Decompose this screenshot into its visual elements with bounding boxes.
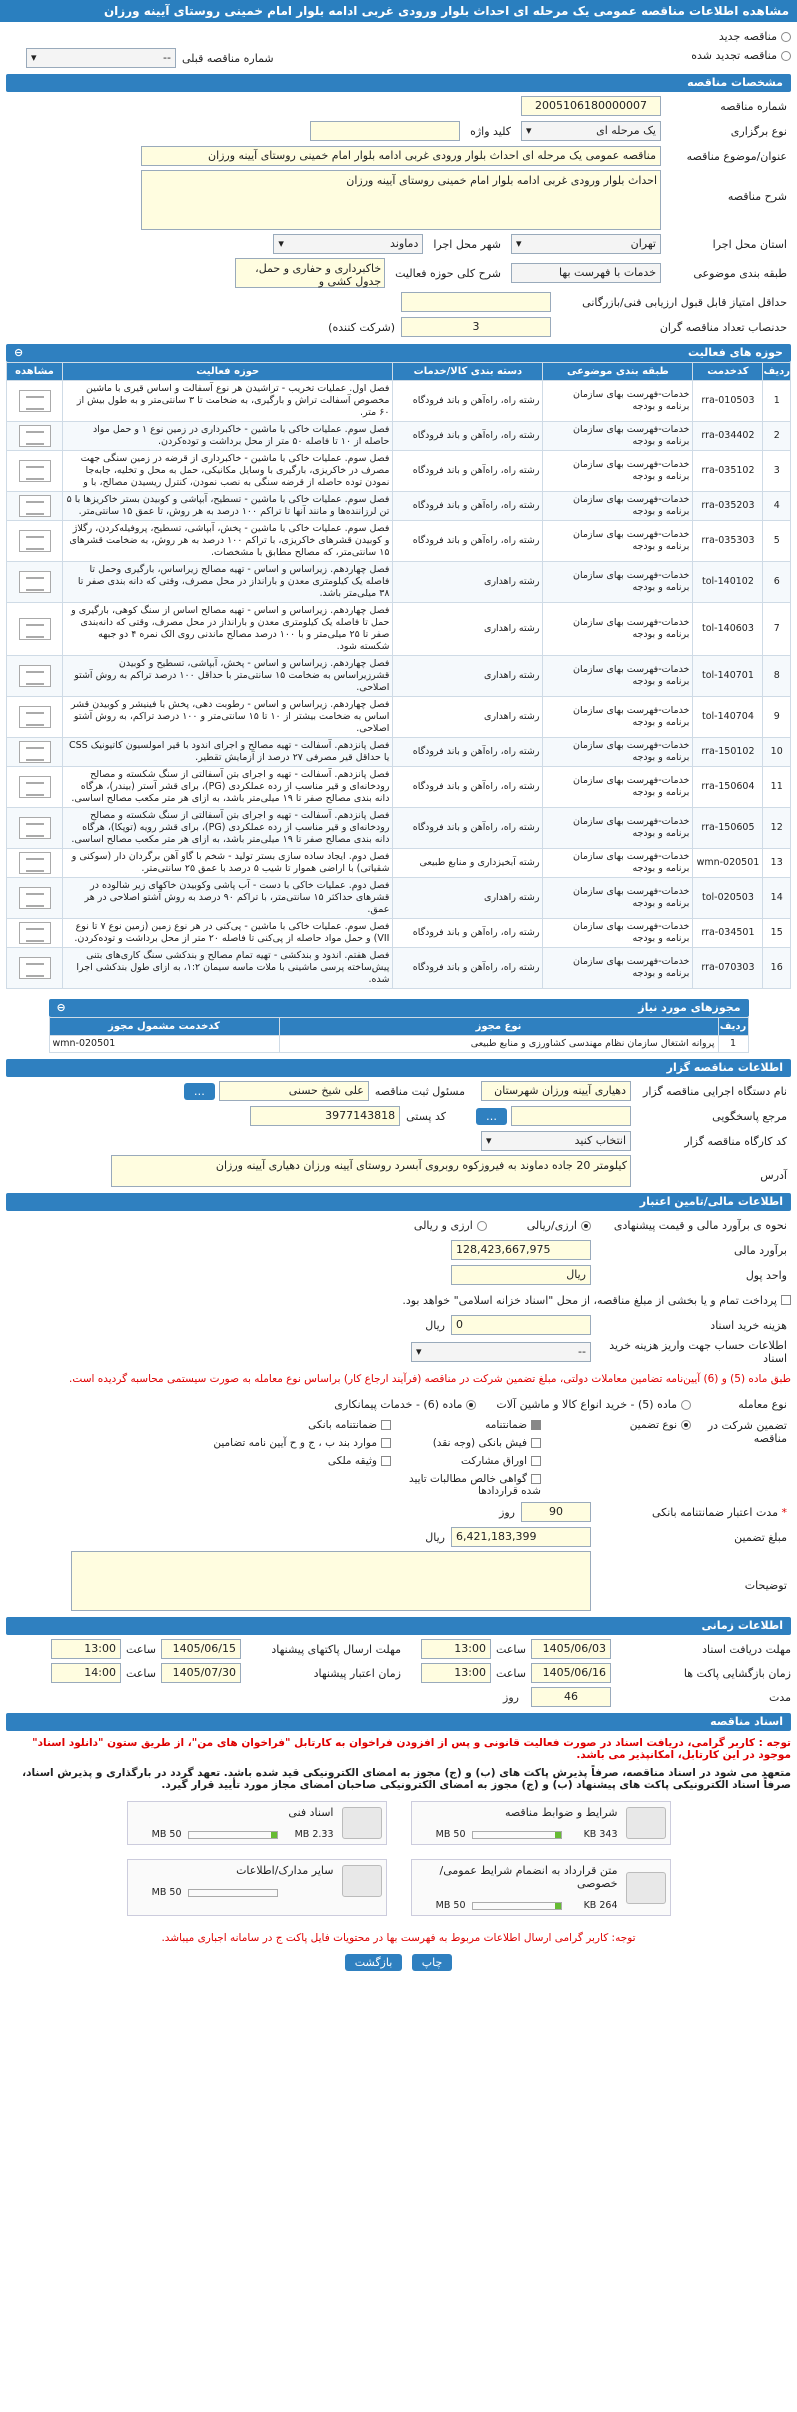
table-row <box>7 603 791 656</box>
table-cell: خدمات-فهرست بهای سازمان برنامه و بودجه <box>543 919 693 948</box>
postcode-label: کد پستی <box>406 1109 446 1123</box>
act-col-2: طبقه بندی موضوعی <box>543 363 693 381</box>
activities-header: حوزه های فعالیت <box>688 346 783 359</box>
period-label: * مدت اعتبار ضمانتنامه بانکی <box>651 1505 787 1519</box>
estimate-method-label: نحوه ی برآورد مالی و قیمت پیشنهادی <box>613 1218 787 1232</box>
folder-icon <box>342 1807 382 1839</box>
document-card[interactable] <box>411 1801 671 1845</box>
document-size: 264 KB <box>583 1900 618 1911</box>
section-documents: اسناد مناقصه <box>6 1713 791 1731</box>
guar-option[interactable]: نوع تضمین <box>541 1419 691 1431</box>
view-cell[interactable] <box>7 919 63 948</box>
section-time: اطلاعات زمانی <box>6 1617 791 1635</box>
min-bidders-field[interactable]: 3 <box>401 317 551 337</box>
org-name-field[interactable]: دهیاری آیینه ورزان شهرستان <box>481 1081 631 1101</box>
table-cell: رشته راه، راه‌آهن و باند فرودگاه <box>393 948 543 989</box>
table-cell: فصل سوم. عملیات خاکی با ماشین - خاکبرداری در زمین نوع ۱ و حمل مواد حاصله از ۱۰ تا فاصله ۵۰ متر از محل برداشت و توده‌کردن. <box>63 422 393 451</box>
view-document-icon[interactable] <box>19 957 51 979</box>
treasury-checkbox[interactable] <box>781 1295 791 1305</box>
back-button[interactable]: بازگشت <box>345 1954 403 1971</box>
table-row <box>7 562 791 603</box>
description-label: شرح مناقصه <box>727 190 787 203</box>
table-cell: tol-140701 <box>693 656 763 697</box>
chevron-down-icon: ▾ <box>416 1345 422 1358</box>
time-label: ساعت <box>126 1666 156 1680</box>
document-max: 50 MB <box>151 1887 182 1898</box>
table-cell: 2 <box>763 422 791 451</box>
table-cell: رشته راهداری <box>393 656 543 697</box>
valid-label: زمان اعتبار پیشنهاد <box>313 1666 401 1680</box>
chevron-down-icon: ▾ <box>31 51 37 64</box>
view-cell[interactable] <box>7 767 63 808</box>
table-cell: رشته راه، راه‌آهن و باند فرودگاه <box>393 492 543 521</box>
view-cell[interactable] <box>7 697 63 738</box>
recv-time[interactable]: 13:00 <box>421 1639 491 1659</box>
guar-option[interactable]: اوراق مشارکت <box>391 1455 541 1467</box>
table-cell: rra-150605 <box>693 808 763 849</box>
view-document-icon[interactable] <box>19 495 51 517</box>
collapse-icon[interactable]: ⊖ <box>56 1001 66 1014</box>
send-date[interactable]: 1405/06/15 <box>161 1639 241 1659</box>
table-row <box>7 878 791 919</box>
chevron-down-icon: ▾ <box>278 237 284 250</box>
table-cell: wmn-020501 <box>693 849 763 878</box>
table-cell: خدمات-فهرست بهای سازمان برنامه و بودجه <box>543 697 693 738</box>
folder-icon <box>342 1865 382 1897</box>
table-cell: فصل سوم. عملیات خاکی با ماشین - پی‌کنی در هر نوع زمین (زمین نوع ۷ تا نوع VII) و حمل مواد حاصله از پی‌کنی تا فاصله ۲۰ متر از محل برداشت و توده‌کردن. <box>63 919 393 948</box>
open-date[interactable]: 1405/06/16 <box>531 1663 611 1683</box>
section-tender-info: مشخصات مناقصه <box>6 74 791 92</box>
view-document-icon[interactable] <box>19 460 51 482</box>
time-label: ساعت <box>496 1642 526 1656</box>
view-document-icon[interactable] <box>19 741 51 763</box>
size-bar-fill <box>555 1832 561 1838</box>
document-card[interactable] <box>127 1801 387 1845</box>
currency-field[interactable]: ریال <box>451 1265 591 1285</box>
size-bar <box>188 1831 278 1839</box>
province-select[interactable]: تهران ▾ <box>511 234 661 254</box>
table-cell: فصل سوم. عملیات خاکی با ماشین - تسطیح، آبپاشی و کوبیدن بستر خاکریزها با ۵ تن لرزاننده‌ها و مانند آنها تا تراکم ۱۰۰ درصد به هر روش، تا عمق ۱۵ سانتی‌متر. <box>63 492 393 521</box>
account-select[interactable]: -- ▾ <box>411 1342 591 1362</box>
guar-option[interactable]: فیش بانکی (وجه نقد) <box>391 1437 541 1449</box>
table-row <box>7 849 791 878</box>
table-row <box>7 492 791 521</box>
time-grid <box>6 1639 791 1707</box>
section-organizer: اطلاعات مناقصه گزار <box>6 1059 791 1077</box>
org-name-label: نام دستگاه اجرایی مناقصه گزار <box>643 1084 787 1098</box>
table-cell: فصل سوم. عملیات خاکی با ماشین - خاکبرداری از قرضه در زمین سنگی جهت مصرف در خاکریزی، بارگیری با وسایل مکانیکی، حمل به محل و تخلیه، جابه‌جا نمودن توده حاصله از قرضه سنگی به نصب نمودن، کنترل ریسیدن مصالح، با و <box>63 451 393 492</box>
table-cell: خدمات-فهرست بهای سازمان برنامه و بودجه <box>543 603 693 656</box>
table-row <box>49 1036 748 1053</box>
type-label: نوع برگزاری <box>730 124 787 138</box>
view-document-icon[interactable] <box>19 817 51 839</box>
view-document-icon[interactable] <box>19 425 51 447</box>
table-row <box>7 808 791 849</box>
section-permits <box>49 999 749 1017</box>
table-cell: فصل سوم. عملیات خاکی با ماشین - پخش، آبپاشی، تسطیح، پروفیله‌کردن، رگلاژ و کوبیدن قشرهای خاکریزی، با تراکم ۱۰۰ درصد به هر روش، به ضخامت قشرهای ۱۵ سانتی‌متر، که مصالح مطابق با مشخصات. <box>63 521 393 562</box>
notes-label: توضیحات <box>744 1579 787 1592</box>
table-cell: 5 <box>763 521 791 562</box>
table-cell: فصل اول. عملیات تخریب - تراشیدن هر نوع آسفالت و اساس قیری با ماشین مخصوص آسفالت تراش و بارگیری، به ضخامت تا ۳ سانتی‌متر و به طول بیش از ۶۰ متر. <box>63 381 393 422</box>
footer-note: توجه: کاربر گرامی ارسال اطلاعات مربوط به فهرست بها در محتویات فایل پاکت ج در سامانه اجباری میباشد. <box>161 1932 636 1944</box>
resp-field[interactable]: علی شیخ حسنی <box>219 1081 369 1101</box>
recv-label: مهلت دریافت اسناد <box>702 1642 791 1656</box>
view-cell[interactable] <box>7 381 63 422</box>
category-select[interactable]: خدمات با فهرست بها <box>511 263 661 283</box>
table-cell: رشته راهداری <box>393 562 543 603</box>
act-col-3: دسته بندی کالا/خدمات <box>393 363 543 381</box>
subject-field[interactable]: مناقصه عمومی یک مرحله ای احداث بلوار ورودی غربی ادامه بلوار امام خمینی روستای آیینه ورزان <box>141 146 661 166</box>
docs-note-1: توجه : کاربر گرامی، دریافت اسناد در صورت فعالیت قانونی و پس از افزودن فراخوان به کارتابل "فراخوان های من"، از طریق ستون "دانلود اسناد" موجود در این کارتابل، امکانپذیر می باشد. <box>32 1737 791 1761</box>
table-cell: 1 <box>763 381 791 422</box>
view-cell[interactable] <box>7 808 63 849</box>
table-cell: رشته راه، راه‌آهن و باند فرودگاه <box>393 808 543 849</box>
table-cell: رشته راهداری <box>393 697 543 738</box>
ref-field[interactable] <box>511 1106 631 1126</box>
document-size: 343 KB <box>583 1829 618 1840</box>
table-cell: 3 <box>763 451 791 492</box>
guarantee-unit: ریال <box>425 1530 445 1544</box>
valid-time[interactable]: 14:00 <box>51 1663 121 1683</box>
table-cell: فصل دوم. عملیات خاکی با دست - آب پاشی وکوبیدن خاکهای زیر شالوده در قشرهای حداکثر ۱۵ سانتی‌متر، با تراکم ۹۰ درصد به روش آشتو اصلاحی در هر عمق. <box>63 878 393 919</box>
table-cell: rra-035102 <box>693 451 763 492</box>
size-bar <box>472 1831 562 1839</box>
table-cell: rra-070303 <box>693 948 763 989</box>
guarantee-amount-field[interactable]: 6,421,183,399 <box>451 1527 591 1547</box>
radio-rial[interactable]: ارزی/ریالی <box>527 1219 591 1232</box>
table-cell: 12 <box>763 808 791 849</box>
view-cell[interactable] <box>7 422 63 451</box>
guar-option[interactable]: ضمانتنامه بانکی <box>161 1419 391 1431</box>
ref-lookup-button[interactable]: … <box>476 1108 507 1125</box>
radio-article6[interactable]: ماده (6) - خدمات پیمانکاری <box>334 1398 476 1411</box>
table-cell: رشته راه، راه‌آهن و باند فرودگاه <box>393 451 543 492</box>
description-field[interactable]: احداث بلوار ورودی غربی ادامه بلوار امام خمینی روستای آیینه ورزان <box>141 170 661 230</box>
print-button[interactable]: چاپ <box>412 1954 453 1971</box>
document-max: 50 MB <box>435 1900 466 1911</box>
table-cell: خدمات-فهرست بهای سازمان برنامه و بودجه <box>543 948 693 989</box>
new-label: مناقصه جدید <box>718 30 777 43</box>
table-cell: tol-140102 <box>693 562 763 603</box>
table-cell: رشته راهداری <box>393 603 543 656</box>
duration-label: مدت <box>768 1690 791 1704</box>
table-cell: فصل هفتم. اندود و بندکشی - تهیه تمام مصالح و بندکشی سنگ کاری‌های بتنی پیش‌ساخته پرسی ماشینی با ملات ماسه سیمان ۱:۲، به ازای طول بندکشی اجرا شده. <box>63 948 393 989</box>
folder-icon <box>626 1807 666 1839</box>
act-col-4: حوزه فعالیت <box>63 363 393 381</box>
table-cell: فصل پانزدهم. آسفالت - تهیه و اجرای بتن آسفالتی از سنگ شکسته و مصالح رودخانه‌ای و قیر مناسب از رده عملکردی (PG)، برای قشر رویه (توپکا)، هرگاه دانه بندی مصالح صفر تا ۱۹ میلی‌متر باشد، به ازای هر متر مکعب مصالح اساسی. <box>63 808 393 849</box>
table-cell: فصل پانزدهم. آسفالت - تهیه و اجرای بتن آسفالتی از سنگ شکسته و مصالح رودخانه‌ای و قیر مناسب از رده عملکردی (PG)، برای قشر آستر (بیندر)، هرگاه دانه بندی مصالح صفر تا ۱۹ میلی‌متر باشد، به ازای هر متر مکعب مصالح اساسی. <box>63 767 393 808</box>
table-cell: رشته راه، راه‌آهن و باند فرودگاه <box>393 422 543 451</box>
guar-option[interactable]: ضمانتنامه <box>391 1419 541 1431</box>
time-label: ساعت <box>496 1666 526 1680</box>
radio-foreign[interactable]: ارزی و ریالی <box>414 1219 487 1232</box>
table-cell: رشته راه، راه‌آهن و باند فرودگاه <box>393 767 543 808</box>
table-cell: خدمات-فهرست بهای سازمان برنامه و بودجه <box>543 492 693 521</box>
currency-label: واحد پول <box>745 1268 787 1282</box>
table-row <box>7 381 791 422</box>
table-cell: خدمات-فهرست بهای سازمان برنامه و بودجه <box>543 381 693 422</box>
guar-option[interactable]: موارد بند ب ، ج و ح آیین نامه تضامین <box>161 1437 391 1449</box>
table-row <box>7 948 791 989</box>
table-cell: رشته راه، راه‌آهن و باند فرودگاه <box>393 738 543 767</box>
table-cell: rra-035303 <box>693 521 763 562</box>
duration-unit: روز <box>503 1690 519 1704</box>
table-cell: rra-010503 <box>693 381 763 422</box>
table-cell: خدمات-فهرست بهای سازمان برنامه و بودجه <box>543 422 693 451</box>
act-col-0: ردیف <box>763 363 791 381</box>
size-bar <box>188 1889 278 1897</box>
table-cell: خدمات-فهرست بهای سازمان برنامه و بودجه <box>543 562 693 603</box>
bidders-unit: (شرکت کننده) <box>328 320 395 334</box>
table-row <box>7 697 791 738</box>
guarantee-options <box>161 1419 691 1497</box>
view-cell[interactable] <box>7 562 63 603</box>
table-cell: tol-140603 <box>693 603 763 656</box>
chevron-down-icon: ▾ <box>486 1134 492 1147</box>
table-cell: rra-034501 <box>693 919 763 948</box>
resp-lookup-button[interactable]: … <box>184 1083 215 1100</box>
city-select[interactable]: دماوند ▾ <box>273 234 423 254</box>
table-cell: 15 <box>763 919 791 948</box>
size-bar-fill <box>555 1903 561 1909</box>
table-cell: 11 <box>763 767 791 808</box>
view-cell[interactable] <box>7 603 63 656</box>
province-label: استان محل اجرا <box>712 237 787 251</box>
table-cell: 8 <box>763 656 791 697</box>
table-row <box>7 919 791 948</box>
worksite-select[interactable]: انتخاب کنید ▾ <box>481 1131 631 1151</box>
act-col-5: مشاهده <box>7 363 63 381</box>
address-field[interactable]: کیلومتر 20 جاده دماوند به فیروزکوه روبروی آبسرد روستای آیینه ورزان دهیاری آیینه ورزان <box>111 1155 631 1187</box>
tender-number-field[interactable]: 2005106180000007 <box>521 96 661 116</box>
page-title: مشاهده اطلاعات مناقصه عمومی یک مرحله ای احداث بلوار ورودی غربی ادامه بلوار امام خمینی روستای آیینه ورزان <box>0 0 797 22</box>
table-cell: 10 <box>763 738 791 767</box>
tender-number-label: شماره مناقصه <box>720 99 787 113</box>
table-cell: 16 <box>763 948 791 989</box>
table-cell: خدمات-فهرست بهای سازمان برنامه و بودجه <box>543 451 693 492</box>
address-label: آدرس <box>760 1169 787 1182</box>
fee-unit: ریال <box>425 1318 445 1332</box>
perm-col-type: نوع مجوز <box>279 1018 718 1036</box>
view-cell[interactable] <box>7 948 63 989</box>
table-cell: rra-035203 <box>693 492 763 521</box>
guarantee-form-label: تضمین شرکت در مناقصه <box>707 1419 787 1445</box>
table-cell: خدمات-فهرست بهای سازمان برنامه و بودجه <box>543 878 693 919</box>
fee-label: هزینه خرید اسناد <box>710 1318 787 1332</box>
prev-tender-select[interactable]: -- ▾ <box>26 48 176 68</box>
radio-new[interactable] <box>691 30 791 43</box>
view-document-icon[interactable] <box>19 665 51 687</box>
ref-label: مرجع پاسخگویی <box>712 1109 787 1123</box>
table-cell: 4 <box>763 492 791 521</box>
view-document-icon[interactable] <box>19 922 51 944</box>
table-cell: 9 <box>763 697 791 738</box>
table-cell: فصل دوم. ایجاد ساده سازی بستر تولید - شخم با گاو آهن برگردان دار (سوکنی و شقیاتی) با اراضی هموار تا شیب ۵ درصد با عمق ۲۵ سانتی‌متر. <box>63 849 393 878</box>
table-cell: 6 <box>763 562 791 603</box>
table-row <box>7 451 791 492</box>
min-score-field[interactable] <box>401 292 551 312</box>
table-cell: خدمات-فهرست بهای سازمان برنامه و بودجه <box>543 656 693 697</box>
type-select[interactable]: یک مرحله ای ▾ <box>521 121 661 141</box>
radio-article5[interactable]: ماده (5) - خرید انواع کالا و ماشین آلات <box>496 1398 691 1411</box>
period-field[interactable]: 90 <box>521 1502 591 1522</box>
amount-field[interactable]: 128,423,667,975 <box>451 1240 591 1260</box>
amount-label: برآورد مالی <box>734 1243 787 1257</box>
period-unit: روز <box>499 1505 515 1519</box>
perm-cell: 1 <box>718 1036 748 1053</box>
document-max: 50 MB <box>435 1829 466 1840</box>
guarantee-note: طبق ماده (5) و (6) آیین‌نامه تضامین معاملات دولتی، مبلغ تضمین شرکت در مناقصه (فرآیند ارجاع کار) براساس نوع معامله به صورت سیستمی محاسبه گردیده است. <box>69 1373 791 1385</box>
document-size: 2.33 MB <box>294 1829 334 1840</box>
scope-list[interactable]: خاکبرداری و حفاری و حمل، جدول کشی و <box>235 258 385 288</box>
valid-date[interactable]: 1405/07/30 <box>161 1663 241 1683</box>
perm-col-row: ردیف <box>718 1018 748 1036</box>
activities-table <box>6 362 791 989</box>
min-bidders-label: حدنصاب تعداد مناقصه گران <box>659 320 787 334</box>
renew-label: مناقصه تجدید شده <box>691 49 777 62</box>
table-cell: رشته آبخیزداری و منابع طبیعی <box>393 849 543 878</box>
radio-renew[interactable] <box>691 49 791 62</box>
chevron-down-icon: ▾ <box>516 237 522 250</box>
view-document-icon[interactable] <box>19 852 51 874</box>
document-name: سایر مدارک/اطلاعات <box>236 1864 334 1877</box>
fee-field[interactable]: 0 <box>451 1315 591 1335</box>
postcode-field[interactable]: 3977143818 <box>250 1106 400 1126</box>
size-bar <box>472 1902 562 1910</box>
view-document-icon[interactable] <box>19 706 51 728</box>
table-cell: 13 <box>763 849 791 878</box>
view-cell[interactable] <box>7 849 63 878</box>
table-cell: rra-150102 <box>693 738 763 767</box>
category-label: طبقه بندی موضوعی <box>693 266 787 280</box>
table-cell: tol-140704 <box>693 697 763 738</box>
deal-type-label: نوع معامله <box>738 1397 787 1411</box>
table-cell: رشته راهداری <box>393 878 543 919</box>
table-cell: فصل چهاردهم. زیراساس و اساس - تهیه مصالح زیراساس، بارگیری وحمل تا فاصله یک کیلومتری معدن و بارانداز در محل مصرف، وقتی که دانه بندی صفر تا ۳۸ میلی‌متر باشد. <box>63 562 393 603</box>
table-cell: rra-034402 <box>693 422 763 451</box>
table-row <box>7 738 791 767</box>
table-row <box>7 656 791 697</box>
perm-cell: پروانه اشتغال سازمان نظام مهندسی کشاورزی و منابع طبیعی <box>279 1036 718 1053</box>
act-col-1: کدخدمت <box>693 363 763 381</box>
account-label: اطلاعات حساب جهت واریز هزینه خرید اسناد <box>609 1339 787 1365</box>
table-cell: خدمات-فهرست بهای سازمان برنامه و بودجه <box>543 738 693 767</box>
table-cell: فصل چهاردهم. زیراساس و اساس - رطوبت دهی، پخش با فینیشر و کوبیدن قشر اساس به ضخامت بیشتر از ۱۰ تا ۱۵ سانتی‌متر و ۱۰۰ درصد تراکم، به روش آشتو اصلاحی. <box>63 697 393 738</box>
keyword-field[interactable] <box>310 121 460 141</box>
notes-field[interactable] <box>71 1551 591 1611</box>
view-document-icon[interactable] <box>19 776 51 798</box>
guar-option[interactable]: وثیقه ملکی <box>161 1455 391 1467</box>
view-cell[interactable] <box>7 521 63 562</box>
table-row <box>7 422 791 451</box>
table-cell: رشته راه، راه‌آهن و باند فرودگاه <box>393 521 543 562</box>
time-label: ساعت <box>126 1642 156 1656</box>
table-cell: خدمات-فهرست بهای سازمان برنامه و بودجه <box>543 767 693 808</box>
view-cell[interactable] <box>7 738 63 767</box>
view-cell[interactable] <box>7 451 63 492</box>
table-cell: tol-020503 <box>693 878 763 919</box>
docs-note-2: متعهد می شود در اسناد مناقصه، صرفاً پذیرش پاکت های (ب) و (ج) مجوز به امضای الکترونیکی قید شده باشد. تعهد گردد در بارگذاری و پذیرش اسناد، صرفاً اسناد الکترونیکی پاکت های پیشنهاد (ب) و (ج) مجوز به امضای الکترونیکی صاحبان امضای مجاز مورد تأیید قرار گیرد. <box>22 1767 791 1791</box>
folder-icon <box>626 1872 666 1904</box>
table-cell: فصل چهاردهم. زیراساس و اساس - پخش، آبپاشی، تسطیح و کوبیدن قشرزیراساس به ضخامت ۱۵ سانتی‌متر با حداقل ۱۰۰ درصد تراکم به روش آشتو اصلاحی. <box>63 656 393 697</box>
table-cell: رشته راه، راه‌آهن و باند فرودگاه <box>393 919 543 948</box>
table-cell: خدمات-فهرست بهای سازمان برنامه و بودجه <box>543 808 693 849</box>
documents-grid <box>6 1801 791 1916</box>
prev-tender-label: شماره مناقصه قبلی <box>182 51 274 65</box>
perm-col-code: کدخدمت مشمول مجوز <box>49 1018 279 1036</box>
open-time[interactable]: 13:00 <box>421 1663 491 1683</box>
table-cell: خدمات-فهرست بهای سازمان برنامه و بودجه <box>543 521 693 562</box>
view-document-icon[interactable] <box>19 390 51 412</box>
duration-field[interactable]: 46 <box>531 1687 611 1707</box>
section-finance: اطلاعات مالی/تامین اعتبار <box>6 1193 791 1211</box>
subject-label: عنوان/موضوع مناقصه <box>686 149 787 163</box>
table-cell: 7 <box>763 603 791 656</box>
document-max: 50 MB <box>151 1829 182 1840</box>
view-cell[interactable] <box>7 656 63 697</box>
document-name: شرایط و ضوابط مناقصه <box>505 1806 618 1819</box>
send-time[interactable]: 13:00 <box>51 1639 121 1659</box>
send-label: مهلت ارسال پاکتهای پیشنهاد <box>271 1642 401 1656</box>
table-cell: خدمات-فهرست بهای سازمان برنامه و بودجه <box>543 849 693 878</box>
recv-date[interactable]: 1405/06/03 <box>531 1639 611 1659</box>
permits-table <box>49 1017 749 1053</box>
scope-label: شرح کلی حوزه فعالیت <box>395 266 501 280</box>
table-row <box>7 767 791 808</box>
chevron-down-icon: ▾ <box>526 124 532 137</box>
view-document-icon[interactable] <box>19 618 51 640</box>
document-card[interactable] <box>127 1859 387 1916</box>
view-document-icon[interactable] <box>19 571 51 593</box>
table-row <box>7 521 791 562</box>
min-score-label: حداقل امتیاز قابل قبول ارزیابی فنی/بازرگانی <box>582 295 787 309</box>
collapse-icon[interactable]: ⊖ <box>14 346 24 359</box>
guarantee-amount-label: مبلغ تضمین <box>734 1530 787 1544</box>
table-cell: rra-150604 <box>693 767 763 808</box>
table-cell: 14 <box>763 878 791 919</box>
size-bar-fill <box>271 1832 277 1838</box>
document-name: اسناد فنی <box>288 1806 334 1819</box>
guar-option[interactable]: گواهی خالص مطالبات تایید شده قراردادها <box>408 1473 541 1497</box>
view-cell[interactable] <box>7 492 63 521</box>
table-cell: فصل پانزدهم. آسفالت - تهیه مصالح و اجرای اندود با قیر امولسیون کاتیونیک CSS یا حداقل قیر مصرفی ۲۷ درصد از آزمایش تقطیر. <box>63 738 393 767</box>
table-cell: رشته راه، راه‌آهن و باند فرودگاه <box>393 381 543 422</box>
treasury-text: پرداخت تمام و یا بخشی از مبلغ مناقصه، از محل "اسناد خزانه اسلامی" خواهد بود. <box>402 1293 777 1307</box>
table-cell: فصل چهاردهم. زیراساس و اساس - تهیه مصالح اساس از سنگ کوهی، بارگیری و حمل تا فاصله یک کیلومتری معدن و بارانداز در محل مصرف، وقتی که دانه‌بندی صفر تا ۲۵ میلی‌متر و با ۱۰۰ درصد مصالح ماندنی روی الک نمره ۴ دو جبهه شکسته شود. <box>63 603 393 656</box>
city-label: شهر محل اجرا <box>433 237 501 251</box>
view-cell[interactable] <box>7 878 63 919</box>
open-label: زمان بازگشایی پاکت ها <box>683 1666 791 1680</box>
permits-header: مجوزهای مورد نیاز <box>638 1001 741 1014</box>
perm-cell: wmn-020501 <box>49 1036 279 1053</box>
keyword-label: کلید واژه <box>470 124 511 138</box>
section-activities <box>6 344 791 362</box>
document-name: متن قرارداد به انضمام شرایط عمومی/خصوصی <box>439 1864 618 1890</box>
worksite-label: کد کارگاه مناقصه گزار <box>684 1134 787 1148</box>
view-document-icon[interactable] <box>19 530 51 552</box>
view-document-icon[interactable] <box>19 887 51 909</box>
document-card[interactable] <box>411 1859 671 1916</box>
resp-label: مسئول ثبت مناقصه <box>374 1084 465 1098</box>
